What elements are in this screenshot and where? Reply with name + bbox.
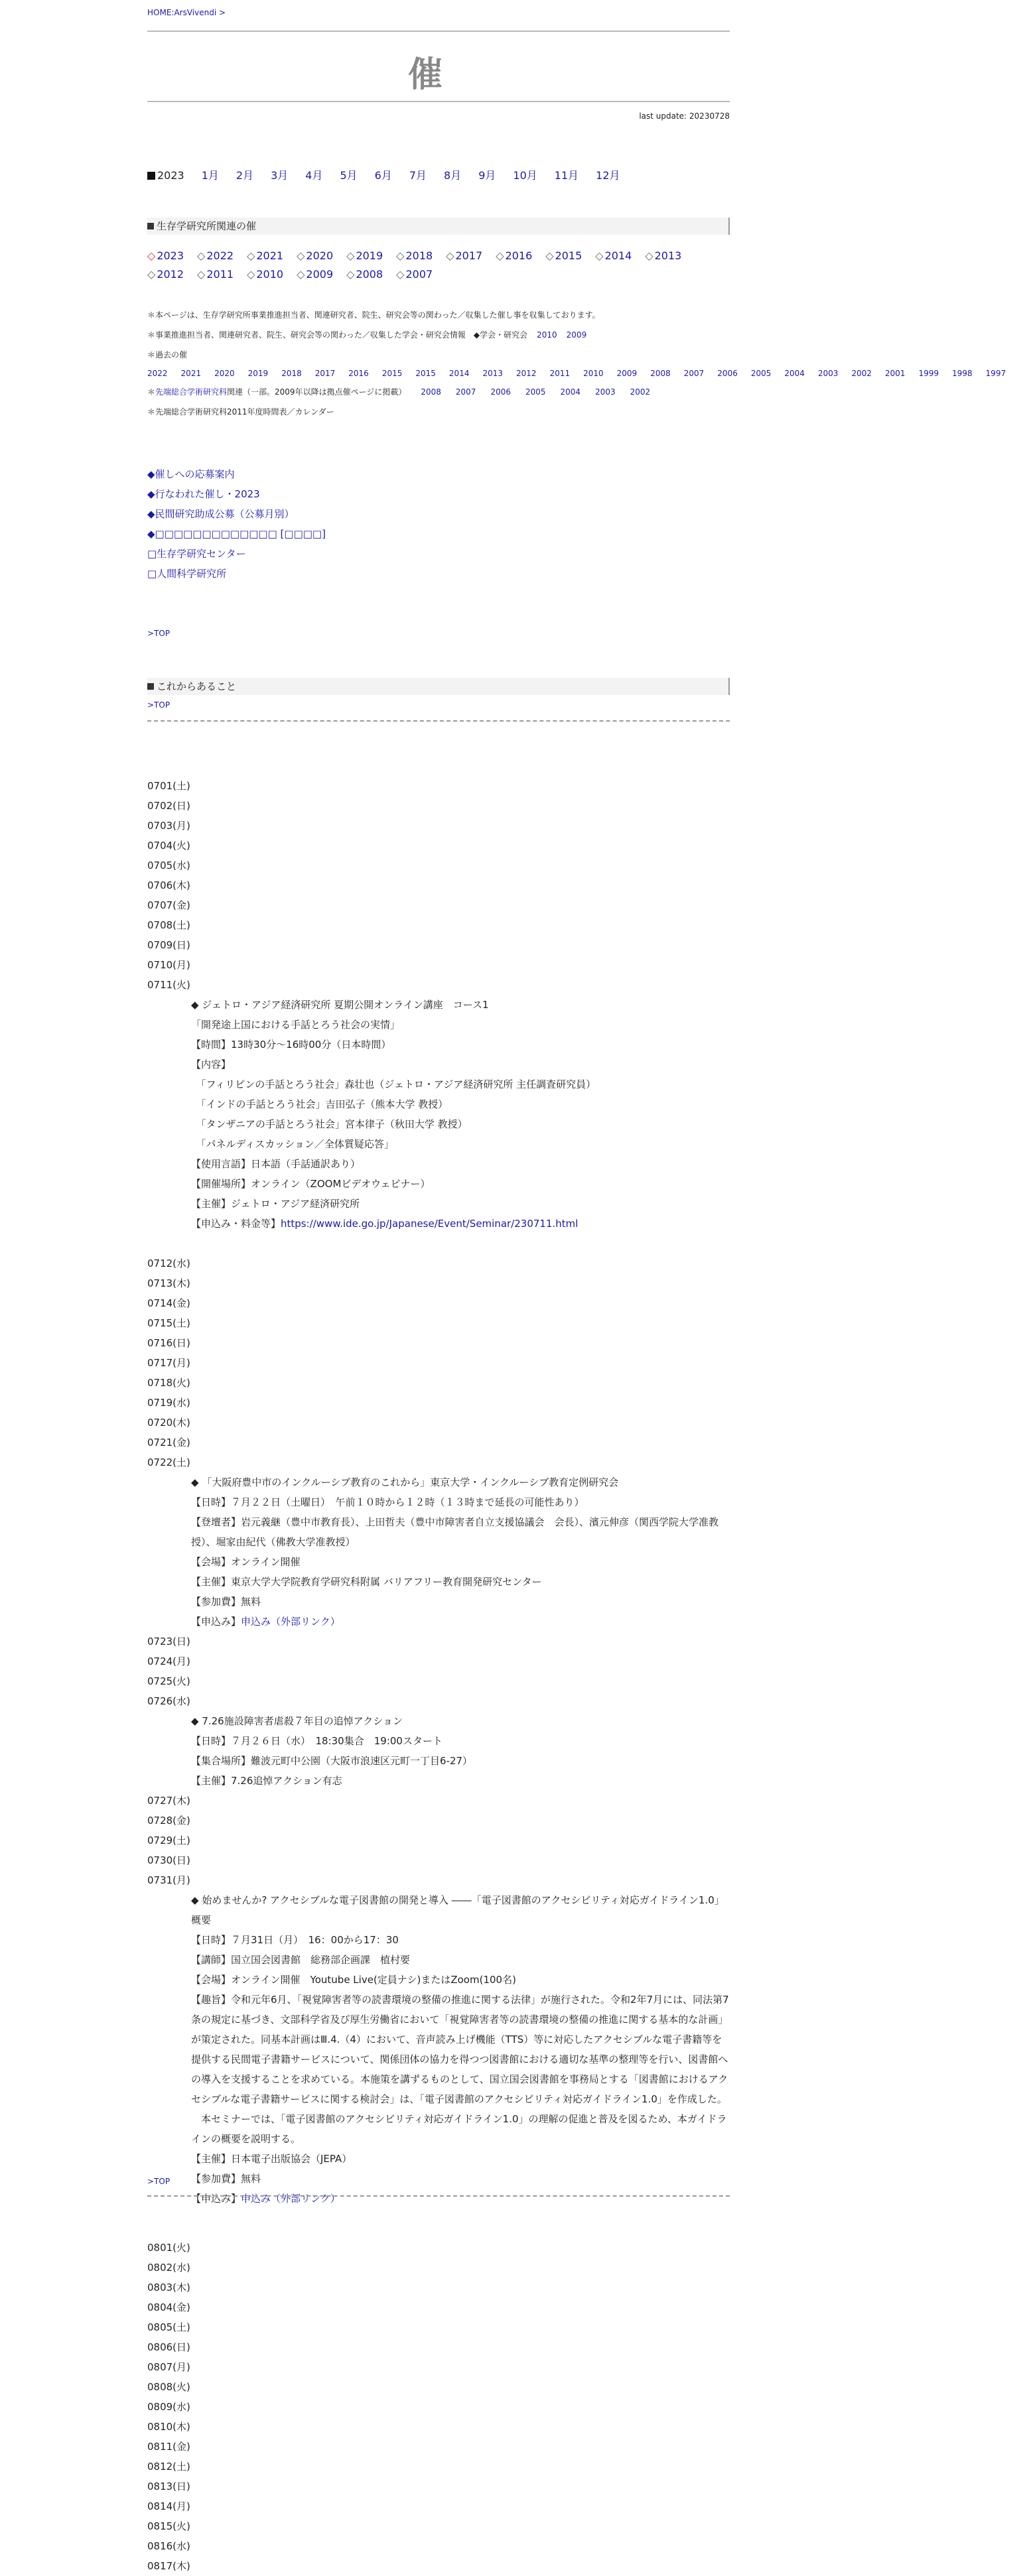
past-year-link[interactable]: 2012 (516, 369, 537, 378)
section-upcoming (147, 678, 730, 695)
divider (147, 31, 730, 32)
day-row: 0706(木) (147, 879, 190, 891)
past-year-link[interactable]: 2019 (247, 369, 269, 378)
related-link[interactable]: ◆催しへの応募案内 (147, 468, 235, 480)
sentan-year-link[interactable]: 2003 (595, 387, 616, 397)
event-line: 【日時】７月２６日（水） 18:30集合 19:00スタート (191, 1735, 442, 1747)
event-line: 【使用言語】日本語（手話通訳あり） (191, 1158, 361, 1170)
past-year-link[interactable]: 2009 (616, 369, 638, 378)
past-year-link[interactable]: 2010 (583, 369, 604, 378)
year-links (147, 247, 730, 284)
event-line: 【時間】13時30分〜16時00分（日本時間） (191, 1039, 391, 1051)
year-link-label: 2010 (256, 268, 284, 281)
day-row: 0724(月) (147, 1655, 190, 1667)
diamond-icon: ◇ (545, 249, 554, 262)
event-line: 【会場】オンライン開催 Youtube Live(定員ナシ)またはZoom(100名) (191, 1974, 516, 1986)
day-row: 0725(火) (147, 1675, 190, 1687)
section-heading-text: これからあること (157, 680, 237, 692)
event-line: 「フィリピンの手話とろう社会」森壮也（ジェトロ・アジア経済研究所 主任調査研究員） (191, 1078, 596, 1090)
month-link[interactable]: 12月 (596, 169, 620, 182)
year-link[interactable] (595, 247, 632, 265)
apply-label: 【申込み】 (191, 1616, 241, 1628)
day-row: 0721(金) (147, 1437, 190, 1449)
link-row (147, 484, 730, 504)
day-row: 0727(木) (147, 1795, 190, 1807)
past-year-link[interactable]: 2005 (750, 369, 772, 378)
related-link[interactable]: □生存学研究センター (147, 548, 246, 560)
year-link[interactable] (197, 265, 234, 284)
day-row: 0714(金) (147, 1297, 190, 1309)
diamond-icon: ◇ (297, 268, 305, 281)
diamond-icon: ◇ (247, 268, 255, 281)
day-row: 0715(土) (147, 1317, 190, 1329)
event-line: 「開発途上国における手話とろう社会の実情」 (191, 1019, 401, 1031)
day-row: 0805(土) (147, 2321, 190, 2333)
apply-label: 【申込み・料金等】 (191, 1218, 281, 1230)
note-line: ＊本ページは、生存学研究所事業推進担当者、関連研究者、院生、研究会等の関わった／収集した催し事を収集しております。 (147, 310, 600, 320)
past-year-link[interactable]: 2004 (784, 369, 805, 378)
month-link[interactable]: 2月 (236, 169, 254, 182)
year-link[interactable] (396, 247, 433, 265)
event-line: 【集合場所】難波元町中公園（大阪市浪速区元町一丁目6-27） (191, 1755, 473, 1767)
event-line: 【日時】７月２２日（土曜日） 午前１０時から１２時（１３時まで延長の可能性あり） (191, 1496, 584, 1508)
event-block (147, 1711, 730, 1791)
year-link[interactable] (496, 247, 532, 265)
diamond-icon: ◇ (197, 268, 206, 281)
event-line: 【主催】東京大学大学院教育学研究科附属 バリアフリー教育開発研究センター (191, 1576, 542, 1588)
spacer (147, 1234, 730, 1254)
link-row (147, 524, 730, 544)
year-link-label: 2023 (157, 249, 184, 262)
sentan-year-link[interactable]: 2005 (525, 387, 546, 397)
day-row: 0730(日) (147, 1854, 190, 1866)
related-link[interactable]: ◆□□□□□□□□□□□□□ [□□□□] (147, 528, 326, 540)
dashed-divider (147, 720, 730, 722)
square-icon (147, 172, 155, 180)
apply-link[interactable]: https://www.ide.go.jp/Japanese/Event/Seminar/230711.html (281, 1218, 578, 1230)
day-row: 0705(水) (147, 860, 190, 871)
event-line: 本セミナーでは、「電子図書館のアクセシビリティ対応ガイドライン1.0」の理解の促進と普及を図るため、本ガイドラインの概要を説明する。 (191, 2113, 727, 2145)
day-row: 0808(火) (147, 2381, 190, 2393)
day-row: 0711(火) (147, 979, 190, 991)
past-year-link[interactable]: 2001 (885, 369, 906, 378)
month-link[interactable]: 10月 (513, 169, 537, 182)
year-link[interactable] (197, 247, 234, 265)
day-row: 0809(水) (147, 2401, 190, 2413)
past-year-link[interactable]: 2011 (549, 369, 571, 378)
link-row (147, 544, 730, 564)
event-title: ◆ 始めませんか? アクセシブルな電子図書館の開発と導入 ――「電子図書館のアクセシビリティ対応ガイドライン1.0」概要 (191, 1890, 730, 1930)
day-row: 0806(日) (147, 2341, 190, 2353)
day-row: 0813(日) (147, 2480, 190, 2492)
diamond-icon: ◇ (197, 249, 206, 262)
event-line: 【参加費】無料 (191, 2173, 261, 2185)
event-line: 「パネルディスカッション／全体質疑応答」 (191, 1138, 394, 1150)
apply-label: 【申込み】 (191, 2193, 241, 2205)
past-year-link[interactable]: 2013 (482, 369, 504, 378)
past-year-link[interactable]: 1999 (918, 369, 939, 378)
gakkai-year-link[interactable]: 2009 (566, 330, 587, 340)
event-line: 【登壇者】岩元義継（豊中市教育長）、上田哲夫（豊中市障害者自立支援協議会 会長）、濱元伸彦（関西学院大学准教授）、堀家由紀代（佛教大学准教授） (191, 1516, 719, 1548)
sentan-year-link[interactable]: 2008 (421, 387, 441, 397)
related-links (147, 464, 730, 584)
event-block (147, 1472, 730, 1632)
note-text: ＊事業推進担当者、関連研究者、院生、研究会等の関わった／収集した学会・研究会情報 ◆学会・研究会 (147, 330, 528, 340)
past-year-link[interactable]: 1997 (985, 369, 1006, 378)
event-line: 【開催場所】オンライン（ZOOMビデオウェビナー） (191, 1178, 431, 1190)
sentan-year-link[interactable]: 2002 (630, 387, 651, 397)
past-year-link[interactable]: 2014 (448, 369, 470, 378)
year-link-label: 2015 (555, 249, 582, 262)
year-link[interactable] (446, 247, 482, 265)
day-row: 0815(火) (147, 2520, 190, 2532)
day-row: 0816(水) (147, 2540, 190, 2552)
day-row: 0718(火) (147, 1377, 190, 1389)
day-row: 0801(火) (147, 2242, 190, 2254)
link-row (147, 504, 730, 524)
day-row: 0703(月) (147, 820, 190, 832)
top-link[interactable]: >TOP (147, 2177, 170, 2186)
year-link-label: 2019 (356, 249, 383, 262)
day-row: 0723(日) (147, 1636, 190, 1647)
top-link[interactable]: >TOP (147, 700, 170, 710)
divider (147, 101, 730, 102)
event-title: ◆ 「大阪府豊中市のインクルーシブ教育のこれから」東京大学・インクルーシブ教育定例研究会 (191, 1472, 730, 1492)
related-link[interactable]: ◆行なわれた催し・2023 (147, 488, 260, 500)
year-link[interactable] (645, 247, 681, 265)
day-row: 0717(月) (147, 1357, 190, 1369)
year-link-label: 2020 (306, 249, 334, 262)
day-row: 0710(月) (147, 959, 190, 971)
month-link[interactable]: 4月 (305, 169, 323, 182)
past-year-link[interactable]: 2015 (415, 369, 436, 378)
note-line (147, 382, 730, 402)
day-row: 0708(土) (147, 919, 190, 931)
year-link-label: 2016 (505, 249, 533, 262)
day-row: 0704(火) (147, 840, 190, 852)
event-apply (191, 1214, 730, 1234)
apply-link[interactable]: 申込み（外部リンク） (241, 1616, 340, 1628)
past-year-link[interactable]: 1998 (952, 369, 973, 378)
year-link-label: 2013 (654, 249, 682, 262)
day-row: 0804(金) (147, 2301, 190, 2313)
related-link[interactable]: ◆民間研究助成公募（公募月別） (147, 508, 295, 520)
month-link[interactable]: 9月 (478, 169, 496, 182)
diamond-icon: ◇ (147, 268, 156, 281)
past-year-link[interactable]: 2003 (817, 369, 839, 378)
day-row: 0812(土) (147, 2461, 190, 2473)
sentan-year-link[interactable]: 2004 (560, 387, 581, 397)
event-line: 【講師】国立国会図書館 総務部企画課 植村要 (191, 1954, 411, 1966)
past-year-link[interactable]: 2015 (381, 369, 403, 378)
year-label: 2023 (157, 169, 184, 182)
event-title: ◆ ジェトロ・アジア経済研究所 夏期公開オンライン講座 コース1 (191, 995, 730, 1015)
past-year-link[interactable]: 2007 (683, 369, 705, 378)
day-row: 0803(木) (147, 2282, 190, 2293)
calendar-august (147, 2238, 730, 2576)
past-year-link[interactable]: 2002 (851, 369, 872, 378)
year-link-label: 2022 (206, 249, 234, 262)
last-update: last update: 20230728 (639, 111, 730, 121)
note-text: 関連（一部。2009年以降は拠点催ページに掲載） (227, 387, 407, 397)
year-link[interactable] (396, 265, 433, 284)
month-link[interactable]: 5月 (340, 169, 358, 182)
diamond-icon: ◇ (396, 249, 405, 262)
event-block (147, 995, 730, 1234)
year-link[interactable] (247, 247, 283, 265)
day-row: 0712(水) (147, 1257, 190, 1269)
diamond-icon: ◇ (147, 249, 156, 262)
year-link-label: 2007 (405, 268, 433, 281)
past-year-link[interactable]: 2020 (214, 369, 235, 378)
apply-link[interactable]: 申込み（外部リンク） (241, 2193, 340, 2205)
day-row: 0702(日) (147, 800, 190, 812)
section-heading-box (147, 678, 730, 695)
diamond-icon: ◇ (247, 249, 255, 262)
breadcrumb (147, 8, 730, 17)
month-nav (147, 167, 730, 182)
diamond-icon: ◇ (446, 249, 454, 262)
year-link[interactable] (247, 265, 283, 284)
past-year-link[interactable]: 2021 (180, 369, 202, 378)
related-link[interactable]: □人間科学研究所 (147, 568, 227, 580)
diamond-icon: ◇ (496, 249, 504, 262)
event-line: 【日時】７月31日（月） 16：00から17：30 (191, 1934, 399, 1946)
past-year-links (147, 365, 1006, 382)
top-link-wrap (147, 2177, 730, 2186)
month-link[interactable]: 7月 (409, 169, 427, 182)
link-row (147, 564, 730, 584)
dashed-divider (147, 2195, 730, 2197)
event-block (147, 1890, 730, 2209)
day-row: 0709(日) (147, 939, 190, 951)
year-link-label: 2008 (356, 268, 383, 281)
event-line: 【主催】7.26追悼アクション有志 (191, 1775, 342, 1787)
month-link[interactable]: 6月 (374, 169, 392, 182)
day-row: 0728(金) (147, 1815, 190, 1827)
year-link[interactable] (297, 265, 333, 284)
year-link[interactable] (346, 247, 383, 265)
square-icon (147, 223, 154, 229)
month-link[interactable]: 11月 (554, 169, 579, 182)
section-heading-box (147, 218, 730, 235)
day-row: 0729(土) (147, 1835, 190, 1846)
day-row: 0720(木) (147, 1417, 190, 1429)
note-line: ＊過去の催 (147, 350, 188, 359)
year-link[interactable] (147, 247, 184, 265)
year-link-label: 2021 (256, 249, 284, 262)
diamond-icon: ◇ (346, 249, 355, 262)
note-line (147, 325, 730, 345)
event-apply (191, 2189, 730, 2209)
diamond-icon: ◇ (595, 249, 604, 262)
year-link[interactable] (147, 265, 184, 284)
year-link-label: 2018 (405, 249, 433, 262)
diamond-icon: ◇ (645, 249, 653, 262)
diamond-icon: ◇ (346, 268, 355, 281)
month-link[interactable]: 8月 (444, 169, 462, 182)
note-text: ＊ (147, 387, 156, 397)
top-link-wrap (147, 629, 730, 638)
day-row: 0716(日) (147, 1337, 190, 1349)
event-line: 【会場】オンライン開催 (191, 1556, 301, 1568)
day-row: 0726(水) (147, 1695, 190, 1707)
event-line: 【主催】ジェトロ・アジア経済研究所 (191, 1198, 360, 1210)
breadcrumb-home-link[interactable]: HOME:ArsVivendi > (147, 8, 226, 17)
event-line: 【内容】 (191, 1059, 232, 1070)
event-line: 「タンザニアの手話とろう社会」宮本律子（秋田大学 教授） (191, 1118, 468, 1130)
year-link-label: 2017 (455, 249, 483, 262)
year-link[interactable] (346, 265, 383, 284)
page-title: 催 (407, 55, 444, 95)
year-link-label: 2011 (206, 268, 234, 281)
day-row: 0817(木) (147, 2560, 190, 2572)
event-apply (191, 1612, 730, 1632)
event-line: 【趣旨】令和元年6月、「視覚障害者等の読書環境の整備の推進に関する法律」が施行された。令和2年7月には、同法第7条の規定に基づき、文部科学省及び厚生労働省において「視覚障害者等の読書環境の整備の推進に関する基本的な計画」が策定された。同基本計画はⅢ.4.（4）において、音声読み上げ機能（TTS）等に対応したアクセシブルな電子書籍等を提供する民間電子書籍サービスについて、関係団体の協力を得つつ図書館における適切な基準の整理等を行い、図書館への導入を支援することを求めている。本施策を講ずるものとして、国立国会図書館を事務局とする「図書館におけるアクセシブルな電子書籍サービスに関する検討会」は、「電子図書館のアクセシビリティ対応ガイドライン1.0」を作成した。 (191, 1994, 729, 2105)
month-link[interactable]: 3月 (271, 169, 289, 182)
section-generic-heading (147, 218, 730, 235)
past-year-link[interactable]: 2016 (348, 369, 369, 378)
section-heading-text: 生存学研究所関連の催 (157, 220, 257, 232)
past-year-link[interactable]: 2017 (314, 369, 336, 378)
event-line: 「インドの手話とろう社会」吉田弘子（熊本大学 教授） (191, 1098, 448, 1110)
day-row: 0707(金) (147, 899, 190, 911)
past-year-link[interactable]: 2018 (281, 369, 302, 378)
diamond-icon: ◇ (396, 268, 405, 281)
day-row: 0807(月) (147, 2361, 190, 2373)
day-row: 0722(土) (147, 1456, 190, 1468)
past-year-link[interactable]: 2022 (147, 369, 168, 378)
year-link-label: 2012 (157, 268, 184, 281)
notes-block (147, 305, 1006, 422)
year-link[interactable] (545, 247, 582, 265)
day-row: 0811(金) (147, 2441, 190, 2453)
square-icon (147, 683, 154, 690)
day-row: 0719(水) (147, 1397, 190, 1409)
day-row: 0810(木) (147, 2421, 190, 2433)
event-title: ◆ 7.26施設障害者虐殺７年目の追悼アクション (191, 1711, 730, 1731)
top-link-wrap (147, 700, 730, 710)
past-year-link[interactable]: 2006 (717, 369, 738, 378)
day-row: 0701(土) (147, 780, 190, 792)
sentan-year-link[interactable]: 2006 (490, 387, 511, 397)
gakkai-year-link[interactable]: 2010 (537, 330, 557, 340)
event-line: 【参加費】無料 (191, 1596, 261, 1608)
day-row: 0814(月) (147, 2500, 190, 2512)
month-link[interactable]: 1月 (201, 169, 219, 182)
past-year-link[interactable]: 2008 (650, 369, 671, 378)
day-row: 0731(月) (147, 1874, 190, 1886)
year-link[interactable] (297, 247, 333, 265)
day-row: 0802(水) (147, 2262, 190, 2274)
year-link-label: 2014 (604, 249, 632, 262)
sentan-link[interactable]: 先端総合学術研究科 (155, 387, 228, 397)
year-link-label: 2009 (306, 268, 334, 281)
sentan-year-link[interactable]: 2007 (455, 387, 476, 397)
day-row: 0713(木) (147, 1277, 190, 1289)
link-row (147, 464, 730, 484)
top-link[interactable]: >TOP (147, 629, 170, 638)
event-line: 【主催】日本電子出版協会（JEPA） (191, 2153, 352, 2165)
diamond-icon: ◇ (297, 249, 305, 262)
note-line: ＊先端総合学術研究科2011年度時間表／カレンダー (147, 407, 334, 417)
calendar-july (147, 776, 730, 2209)
